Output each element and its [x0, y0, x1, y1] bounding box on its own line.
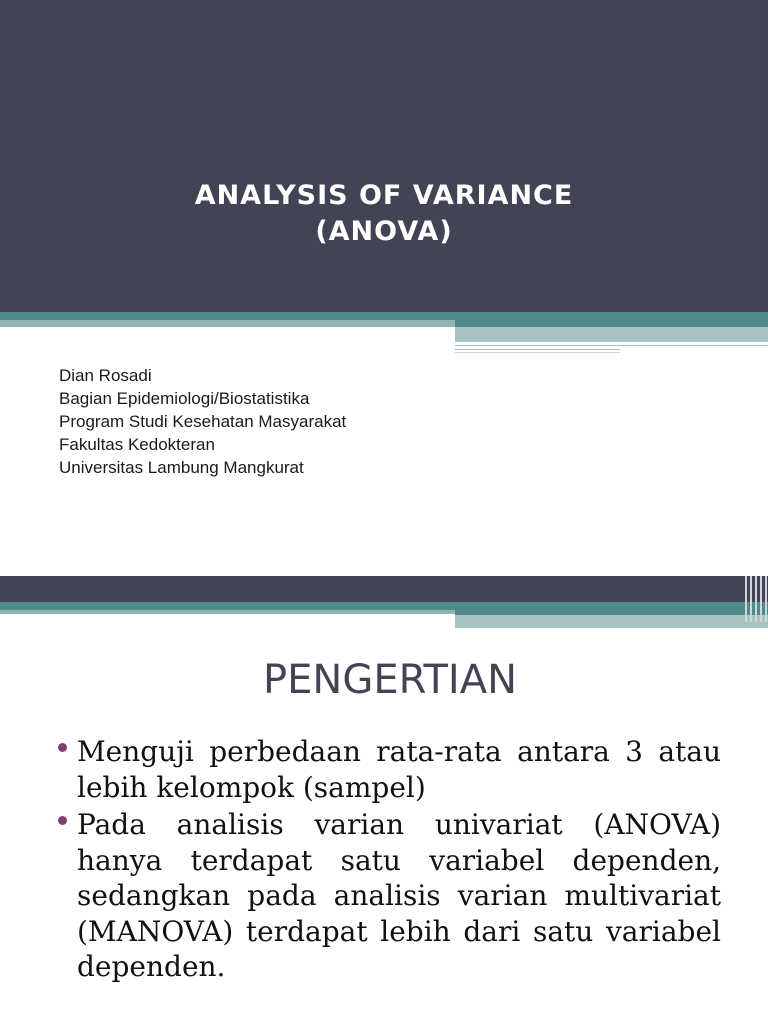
author-university: Universitas Lambung Mangkurat: [59, 458, 304, 477]
author-department: Bagian Epidemiologi/Biostatistika: [59, 389, 310, 408]
list-item: [58, 734, 721, 805]
title-line-2: (ANOVA): [315, 216, 453, 247]
bullet-text: Menguji perbedaan rata-rata antara 3 atau lebih kelompok (sampel): [77, 735, 721, 804]
accent-band-light-right: [455, 615, 768, 628]
author-name: Dian Rosadi: [59, 366, 152, 385]
slide-pengertian: [0, 576, 768, 1024]
presentation-title: [0, 178, 768, 250]
accent-line: [455, 345, 768, 346]
title-header-panel: [0, 0, 768, 312]
bullet-list: [58, 734, 721, 987]
accent-band-teal-right: [455, 320, 768, 327]
title-line-1: ANALYSIS OF VARIANCE: [194, 180, 574, 211]
list-item: [58, 807, 721, 985]
author-faculty: Fakultas Kedokteran: [59, 435, 215, 454]
accent-band-light-right: [455, 327, 768, 342]
author-program: Program Studi Kesehatan Masyarakat: [59, 412, 347, 431]
slide-title-text: PENGERTIAN: [263, 657, 517, 703]
author-block: [59, 364, 346, 479]
accent-band-light-left: [0, 610, 455, 614]
circle-bullet-icon: [58, 743, 67, 752]
accent-line: [455, 352, 620, 353]
decorative-stripes: [745, 576, 768, 628]
accent-band-teal: [0, 312, 768, 320]
accent-band-teal: [0, 602, 768, 610]
bullet-text: Pada analisis varian univariat (ANOVA) hanya terdapat satu variabel dependen, sedangkan pada analisis varian multivariat (MANOVA) terdapat lebih dari satu variabel dependen.: [77, 808, 721, 983]
accent-band-light-left: [0, 320, 455, 327]
accent-line: [455, 349, 620, 350]
circle-bullet-icon: [58, 816, 67, 825]
slide-header-panel: [0, 576, 768, 602]
